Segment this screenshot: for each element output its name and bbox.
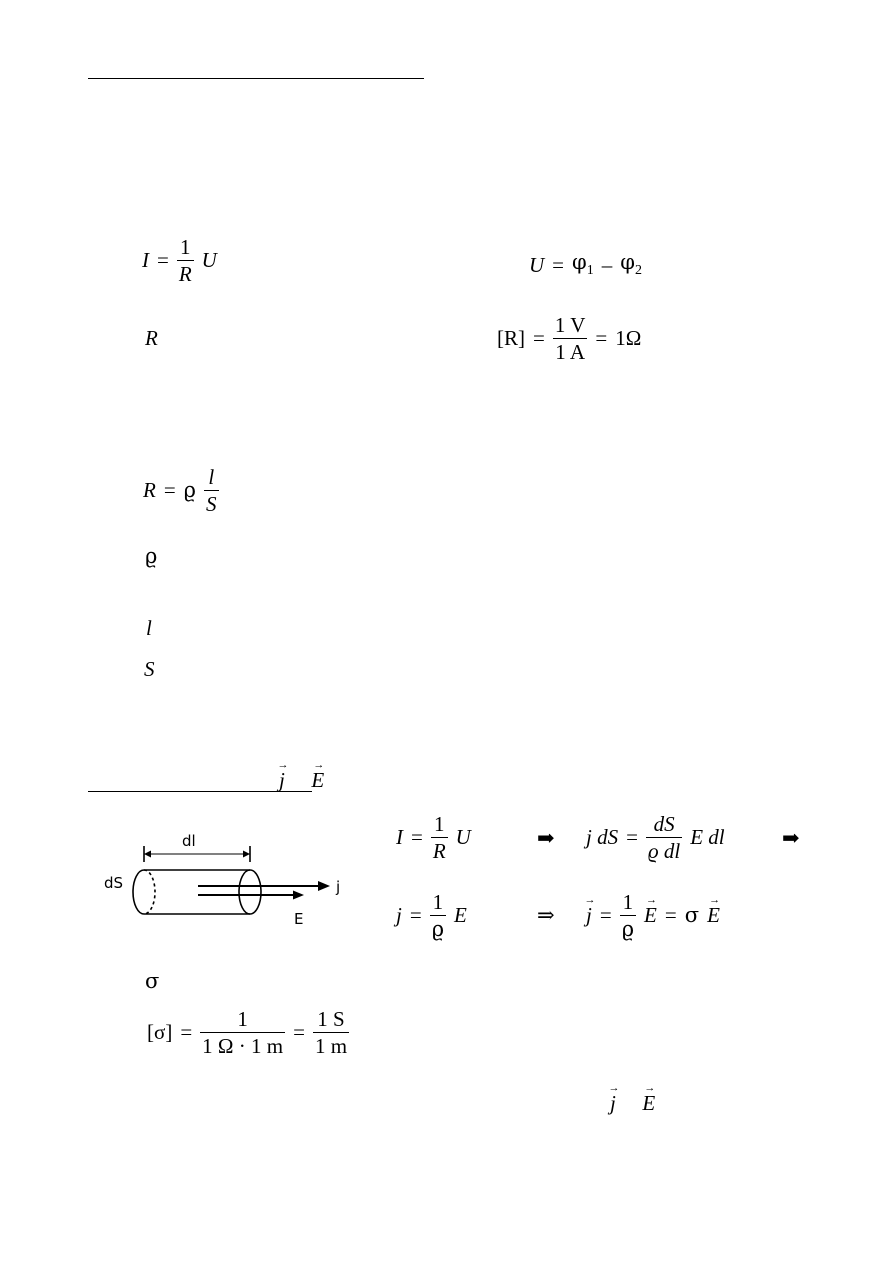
row1-b-lhs: j dS [586,825,619,850]
vector-j: → j [610,1093,616,1114]
formula-ohm-lhs: I [142,248,149,273]
fraction-numerator: 1 [237,1007,248,1031]
formula-r-unit-eq2: = [595,326,608,351]
formula-r-unit-fraction [553,314,588,363]
fraction-denominator: ϱ [621,917,635,942]
vector-j: → j [586,905,592,926]
formula-resistance [143,466,219,515]
formula-r-unit-rhs: 1Ω [615,326,642,351]
heading-vectors [279,770,324,791]
row2-b-eq2: = [664,903,677,928]
sigma-unit-eq2: = [293,1020,305,1045]
formula-row1-b [586,813,725,862]
vector-e: → E [642,1093,655,1114]
formula-voltage-minus: – [601,252,613,277]
label-j: j [336,878,341,896]
formula-ohm [142,236,217,285]
row1-a-rhs: U [455,825,471,850]
formula-resistance-eq: = [163,478,176,503]
vector-e: → E [311,770,324,791]
row2-a-fraction [430,891,446,940]
fraction-denominator: 1 Ω · 1 m [202,1034,284,1059]
formula-ohm-fraction [177,236,194,285]
sigma-unit-eq: = [180,1020,193,1045]
fraction-numerator: l [208,465,215,489]
vector-e: → E [707,905,720,926]
arrow-icon: ➡ [782,826,800,850]
symbol-s: S [144,657,155,681]
phi-2: $\varphi_2$ [620,250,642,278]
formula-sigma-unit [147,1008,349,1057]
symbol-rho: ϱ [145,544,158,568]
fraction-numerator: 1 [180,235,191,259]
symbol-l: l [146,616,152,640]
formula-row2-b [586,891,720,940]
row1-b-fraction [646,813,682,862]
header-rule [88,78,424,79]
fraction-numerator: 1 [432,890,444,914]
row1-a-eq: = [411,825,423,850]
formula-r-unit-lhs: [R] [497,326,525,351]
row1-a-lhs: I [396,825,403,850]
fraction-numerator: 1 V [554,313,586,337]
formula-resistance-fraction [204,466,219,515]
formula-row2-a [396,891,467,940]
label-e: E [294,910,304,928]
row2-a-eq: = [409,903,422,928]
sigma-symbol: σ [684,903,700,928]
label-ds: dS [104,874,124,892]
symbol-sigma: σ [145,969,160,993]
formula-row1-a [396,813,471,862]
formula-ohm-rhs: U [201,248,217,273]
formula-voltage-lhs: U [529,252,545,277]
fraction-numerator: dS [653,812,675,836]
bottom-vectors [610,1093,655,1114]
sigma-unit-fraction-2 [313,1008,349,1057]
fraction-denominator: 1 A [555,340,585,365]
row2-a-lhs: j [396,903,402,928]
phi-1: $\varphi_1$ [572,250,594,278]
vector-e: → E [644,905,657,926]
sigma-unit-lhs: [σ] [147,1020,173,1045]
formula-voltage [529,252,642,278]
label-dl: dl [182,832,196,850]
implies-icon: ⇒ [537,903,555,927]
fraction-numerator: 1 [434,812,445,836]
fraction-denominator: S [206,492,217,517]
row1-b-rhs: E dl [690,825,725,850]
fraction-denominator: 1 m [314,1034,348,1059]
formula-ohm-eq: = [157,248,169,273]
fraction-denominator: R [178,262,192,287]
formula-resistance-lhs: R [143,478,156,503]
row2-a-rhs: E [454,903,467,928]
row1-b-eq: = [626,825,638,850]
row2-b-eq: = [599,903,612,928]
fraction-denominator: ϱ dl [647,839,681,864]
formula-r-unit-eq: = [533,326,545,351]
sigma-unit-fraction [200,1008,285,1057]
vector-j: → j [279,770,285,791]
fraction-numerator: 1 S [317,1007,345,1031]
fraction-denominator: R [432,839,446,864]
arrow-icon: ➡ [537,826,555,850]
conductor-diagram [100,826,350,930]
rho-symbol: ϱ [183,478,197,503]
row1-a-fraction [431,813,448,862]
fraction-denominator: ϱ [431,917,445,942]
symbol-r: R [145,326,158,350]
formula-r-unit [497,314,641,363]
row2-b-fraction [620,891,636,940]
fraction-numerator: 1 [622,890,634,914]
formula-voltage-eq: = [552,252,565,277]
